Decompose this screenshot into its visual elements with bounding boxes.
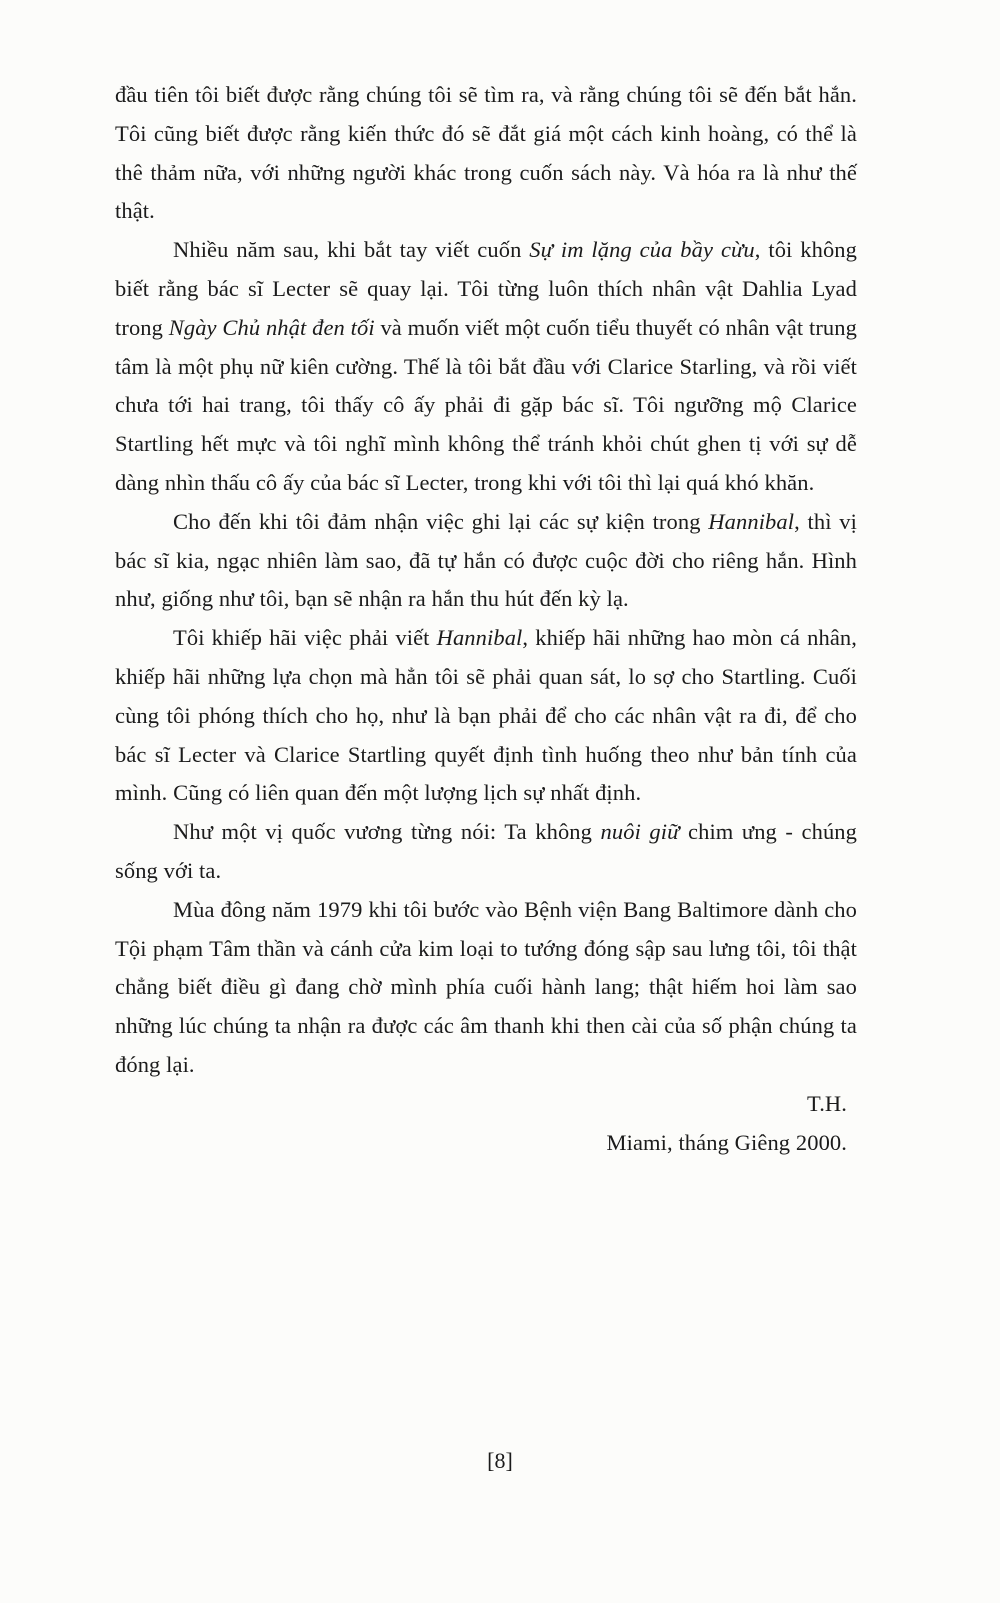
body-text [115,76,857,1162]
paragraph [115,231,857,503]
text-run: , thì vị bác sĩ kia, ngạc nhiên làm sao, đã tự hắn có được cuộc đời cho riêng hắn. Hình như, giống như tôi, bạn sẽ nhận ra hắn thu hút đến kỳ lạ. [115,508,857,612]
book-title-italic: Ngày Chủ nhật đen tối [168,314,375,340]
text-run: đầu tiên tôi biết được rằng chúng tôi sẽ tìm ra, và rằng chúng tôi sẽ đến bắt hắn. Tôi cũng biết được rằng kiến thức đó sẽ đắt giá một cách kinh hoàng, có thể là thê thảm nữa, với những người khác trong cuốn sách này. Và hóa ra là như thế thật. [115,82,857,224]
text-run: Nhiều năm sau, khi bắt tay viết cuốn [173,237,530,263]
text-run: và muốn viết một cuốn tiểu thuyết có nhân vật trung tâm là một phụ nữ kiên cường. Thế là tôi bắt đầu với Clarice Starling, và rồi viết chưa tới hai trang, tôi thấy cô ấy phải đi gặp bác sĩ. Tôi ngưỡng mộ Clarice Startling hết mực và tôi nghĩ mình không thể tránh khỏi chút ghen tị với sự dễ dàng nhìn thấu cô ấy của bác sĩ Lecter, trong khi với tôi thì lại quá khó khăn. [115,314,857,495]
paragraph [115,76,857,231]
text-run: Tôi khiếp hãi việc phải viết [173,625,437,651]
text-run: Mùa đông năm 1979 khi tôi bước vào Bệnh viện Bang Baltimore dành cho Tội phạm Tâm thần và cánh cửa kim loại to tướng đóng sập sau lưng tôi, tôi thật chẳng biết điều gì đang chờ mình phía cuối hành lang; thật hiếm hoi làm sao những lúc chúng ta nhận ra được các âm thanh khi then cài của số phận chúng ta đóng lại. [115,896,857,1077]
text-run: Như một vị quốc vương từng nói: Ta không [173,819,601,845]
page-number: [8] [487,1448,513,1473]
book-title-italic: Hannibal [708,508,795,534]
paragraph [115,891,857,1085]
paragraph [115,619,857,813]
paragraph [115,813,857,891]
text-run: , khiếp hãi những hao mòn cá nhân, khiếp hãi những lựa chọn mà hẳn tôi sẽ phải quan sát, lo sợ cho Startling. Cuối cùng tôi phóng thích cho họ, như là bạn phải để cho các nhân vật ra đi, để cho bác sĩ Lecter và Clarice Startling quyết định tình huống theo như bản tính của mình. Cũng có liên quan đến một lượng lịch sự nhất định. [115,625,857,806]
text-run: , tôi không biết rằng bác sĩ Lecter sẽ quay lại. Tôi từng luôn thích nhân vật Dahlia Lyad trong [115,237,857,340]
signature-place-date: Miami, tháng Giêng 2000. [606,1129,847,1155]
author-initials: T.H. [807,1090,847,1116]
book-title-italic: Hannibal [436,625,523,651]
paragraphs-container [115,76,857,1085]
text-run: chim ưng - chúng sống với ta. [115,819,857,883]
book-title-italic: Sự im lặng của bầy cừu [529,237,755,263]
text-run: Cho đến khi tôi đảm nhận việc ghi lại các sự kiện trong [173,508,709,534]
paragraph [115,503,857,619]
book-title-italic: nuôi giữ [600,819,680,845]
